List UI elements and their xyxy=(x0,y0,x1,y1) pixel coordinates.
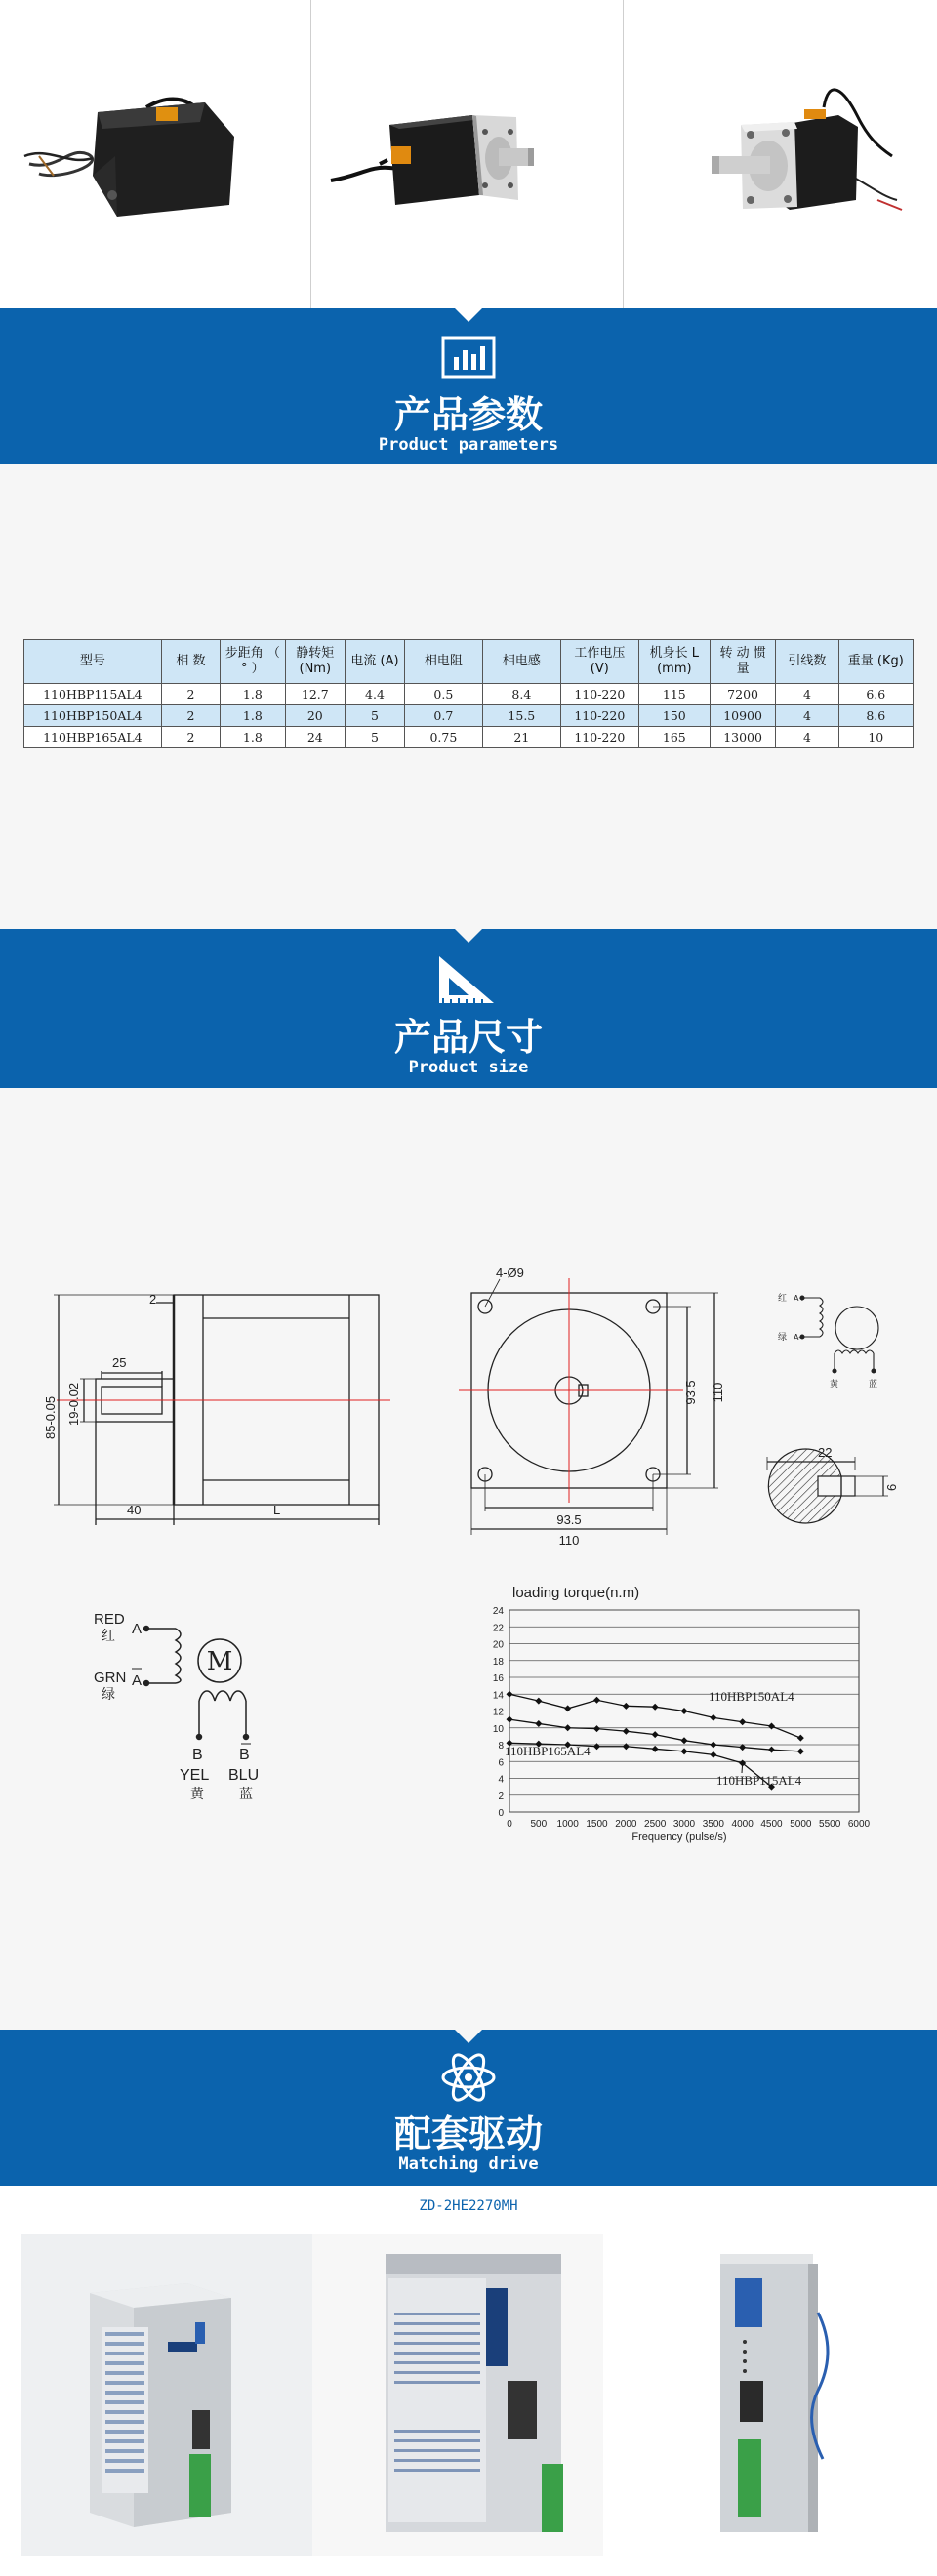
data-point xyxy=(652,1704,659,1711)
table-cell: 110HBP165AL4 xyxy=(24,727,162,748)
wire-label: 绿 xyxy=(778,1333,788,1343)
table-cell: 4.4 xyxy=(346,684,405,705)
table-cell: 4 xyxy=(776,705,838,727)
table-cell: 5 xyxy=(346,727,405,748)
wire-label: A xyxy=(132,1621,143,1637)
section-subtitle-drive: Matching drive xyxy=(398,2154,539,2174)
table-cell: 2 xyxy=(161,684,220,705)
table-cell: 0.5 xyxy=(404,684,482,705)
data-point xyxy=(593,1725,600,1732)
col-header: 工作电压 (V) xyxy=(560,640,638,684)
band-notch xyxy=(455,2030,482,2043)
table-cell: 7200 xyxy=(710,684,775,705)
data-point xyxy=(681,1708,688,1714)
x-axis-label: Frequency (pulse/s) xyxy=(631,1831,727,1843)
wire-label: 红 xyxy=(102,1629,115,1644)
table-cell: 0.7 xyxy=(404,705,482,727)
table-cell: 0.75 xyxy=(404,727,482,748)
data-point xyxy=(768,1723,775,1730)
dim-label: 110 xyxy=(558,1533,580,1548)
table-cell: 20 xyxy=(285,705,346,727)
table-cell: 8.6 xyxy=(838,705,913,727)
params-table xyxy=(23,639,914,748)
x-tick-label: 3000 xyxy=(672,1819,696,1830)
table-cell: 6.6 xyxy=(838,684,913,705)
section-title-params: 产品参数 xyxy=(393,393,543,436)
col-header: 型号 xyxy=(24,640,162,684)
data-point xyxy=(593,1697,600,1704)
y-tick-label: 10 xyxy=(492,1723,504,1735)
table-cell: 13000 xyxy=(710,727,775,748)
data-point xyxy=(768,1747,775,1753)
section-subtitle-size: Product size xyxy=(408,1058,529,1077)
front-view-drawing xyxy=(459,1278,718,1535)
table-cell: 110-220 xyxy=(560,727,638,748)
wire-label: B xyxy=(239,1747,250,1763)
data-point xyxy=(710,1751,716,1758)
table-cell: 115 xyxy=(638,684,710,705)
wire-label: A- xyxy=(794,1333,802,1342)
data-point xyxy=(535,1720,542,1727)
x-tick-label: 2500 xyxy=(644,1819,667,1830)
data-point xyxy=(652,1746,659,1752)
x-tick-label: 6000 xyxy=(847,1819,871,1830)
small-wiring-diagram xyxy=(800,1296,878,1373)
table-cell: 24 xyxy=(285,727,346,748)
y-tick-label: 22 xyxy=(492,1623,504,1634)
product-photo-strip xyxy=(0,0,937,308)
dim-label: 6 xyxy=(884,1483,899,1491)
table-cell: 4 xyxy=(776,684,838,705)
data-point xyxy=(507,1716,513,1723)
data-point xyxy=(710,1742,716,1749)
table-cell: 21 xyxy=(482,727,560,748)
table-cell: 2 xyxy=(161,727,220,748)
data-point xyxy=(535,1698,542,1705)
section-header-drive xyxy=(0,2030,937,2186)
col-header: 电流 (A) xyxy=(346,640,405,684)
wire-label: A xyxy=(132,1672,143,1689)
y-tick-label: 8 xyxy=(498,1741,504,1751)
y-tick-label: 18 xyxy=(492,1656,504,1668)
wire-label: 蓝 xyxy=(239,1787,253,1802)
y-tick-label: 0 xyxy=(498,1808,504,1819)
section-title-size: 产品尺寸 xyxy=(393,1016,543,1059)
x-tick-label: 0 xyxy=(507,1819,512,1830)
data-point xyxy=(507,1691,513,1698)
col-header: 相电阻 xyxy=(404,640,482,684)
wire-label: 黄 xyxy=(190,1787,204,1802)
band-notch xyxy=(455,929,482,943)
drive-photo-left xyxy=(21,2234,334,2556)
series-annotation: 110HBP165AL4 xyxy=(505,1744,591,1758)
chart-title: loading torque(n.m) xyxy=(512,1585,640,1601)
x-tick-label: 4000 xyxy=(731,1819,754,1830)
y-tick-label: 12 xyxy=(492,1707,504,1718)
data-point xyxy=(797,1748,804,1754)
section-header-params xyxy=(0,308,937,464)
motor-symbol: M xyxy=(206,1647,233,1676)
col-header: 引线数 xyxy=(776,640,838,684)
col-header: 相 数 xyxy=(161,640,220,684)
data-point xyxy=(739,1718,746,1725)
torque-chart xyxy=(493,1585,871,1843)
side-view-drawing xyxy=(54,1295,390,1525)
data-point xyxy=(564,1724,571,1731)
motor-photo-middle xyxy=(311,0,622,308)
drive-photo-right xyxy=(603,2234,916,2556)
wire-label: 蓝 xyxy=(869,1380,878,1389)
data-point xyxy=(681,1748,688,1754)
x-tick-label: 4500 xyxy=(760,1819,783,1830)
band-notch xyxy=(455,308,482,322)
dimension-drawing xyxy=(0,1088,937,2030)
wire-label: YEL xyxy=(180,1767,210,1784)
motor-photo-left xyxy=(0,0,310,308)
dim-label: 22 xyxy=(818,1445,833,1460)
dim-label: 110 xyxy=(711,1382,725,1403)
col-header: 步距角 （ ° ） xyxy=(221,640,285,684)
table-cell: 4 xyxy=(776,727,838,748)
table-cell: 110HBP115AL4 xyxy=(24,684,162,705)
drive-photo-middle xyxy=(312,2234,625,2556)
data-point xyxy=(710,1714,716,1721)
y-tick-label: 14 xyxy=(492,1690,504,1702)
y-tick-label: 16 xyxy=(492,1673,504,1684)
data-point xyxy=(623,1728,630,1735)
wire-label: 绿 xyxy=(102,1687,115,1703)
dim-label: 4-Ø9 xyxy=(496,1266,524,1280)
x-tick-label: 500 xyxy=(530,1819,548,1830)
wire-label: BLU xyxy=(228,1767,260,1784)
y-tick-label: 4 xyxy=(498,1774,504,1786)
data-point xyxy=(681,1737,688,1744)
table-cell: 1.8 xyxy=(221,705,285,727)
x-tick-label: 5000 xyxy=(790,1819,812,1830)
col-header: 相电感 xyxy=(482,640,560,684)
table-cell: 8.4 xyxy=(482,684,560,705)
col-header: 静转矩 (Nm) xyxy=(285,640,346,684)
y-tick-label: 24 xyxy=(492,1606,504,1617)
col-header: 机身长 L (mm) xyxy=(638,640,710,684)
section-title-drive: 配套驱动 xyxy=(393,2113,543,2155)
data-point xyxy=(623,1743,630,1750)
table-cell: 165 xyxy=(638,727,710,748)
x-tick-label: 3500 xyxy=(702,1819,724,1830)
motor-photo-right xyxy=(624,0,934,308)
col-header: 重量 (Kg) xyxy=(838,640,913,684)
wire-label: A+ xyxy=(794,1294,806,1303)
y-tick-label: 6 xyxy=(498,1757,504,1769)
shaft-section-drawing xyxy=(767,1449,888,1523)
data-point xyxy=(593,1743,600,1750)
wiring-diagram xyxy=(132,1627,251,1745)
table-cell: 10 xyxy=(838,727,913,748)
section-header-size xyxy=(0,929,937,1088)
dim-label: 85-0.05 xyxy=(43,1395,58,1439)
x-tick-label: 2000 xyxy=(615,1819,637,1830)
data-point xyxy=(797,1735,804,1742)
x-tick-label: 1500 xyxy=(586,1819,608,1830)
data-point xyxy=(623,1703,630,1710)
table-row xyxy=(24,705,914,727)
x-tick-label: 5500 xyxy=(819,1819,841,1830)
dim-label: 25 xyxy=(112,1355,127,1370)
annotation-leader xyxy=(742,1763,743,1773)
atom-icon xyxy=(440,2049,497,2106)
triangle-ruler-icon xyxy=(435,952,498,1007)
series-annotation: 110HBP150AL4 xyxy=(709,1689,794,1704)
table-cell: 2 xyxy=(161,705,220,727)
table-cell: 5 xyxy=(346,705,405,727)
table-cell: 110-220 xyxy=(560,705,638,727)
section-subtitle-params: Product parameters xyxy=(378,435,559,455)
table-cell: 1.8 xyxy=(221,727,285,748)
table-cell: 12.7 xyxy=(285,684,346,705)
bar-chart-icon xyxy=(441,336,496,379)
drive-model-label: ZD-2HE2270MH xyxy=(419,2198,518,2214)
wire-label: 红 xyxy=(778,1294,788,1304)
dim-label: 93.5 xyxy=(683,1380,698,1405)
table-cell: 110HBP150AL4 xyxy=(24,705,162,727)
dim-label: 19-0.02 xyxy=(66,1382,81,1426)
dim-label: L xyxy=(273,1503,281,1517)
table-cell: 15.5 xyxy=(482,705,560,727)
table-header-row xyxy=(24,640,914,684)
table-cell: 150 xyxy=(638,705,710,727)
series-annotation: 110HBP115AL4 xyxy=(716,1773,802,1788)
table-cell: 10900 xyxy=(710,705,775,727)
table-cell: 1.8 xyxy=(221,684,285,705)
table-row xyxy=(24,684,914,705)
wire-label: GRN xyxy=(94,1670,127,1686)
wire-label: 黄 xyxy=(830,1380,839,1389)
dim-label: 2 xyxy=(149,1292,157,1307)
wire-label: RED xyxy=(94,1611,125,1628)
wire-label: B xyxy=(192,1747,203,1763)
data-point xyxy=(652,1731,659,1738)
col-header: 转 动 惯 量 xyxy=(710,640,775,684)
table-row xyxy=(24,727,914,748)
table-cell: 110-220 xyxy=(560,684,638,705)
y-tick-label: 20 xyxy=(492,1639,504,1651)
dim-label: 40 xyxy=(127,1503,142,1517)
y-tick-label: 2 xyxy=(498,1791,504,1802)
x-tick-label: 1000 xyxy=(556,1819,579,1830)
dim-label: 93.5 xyxy=(556,1512,582,1527)
